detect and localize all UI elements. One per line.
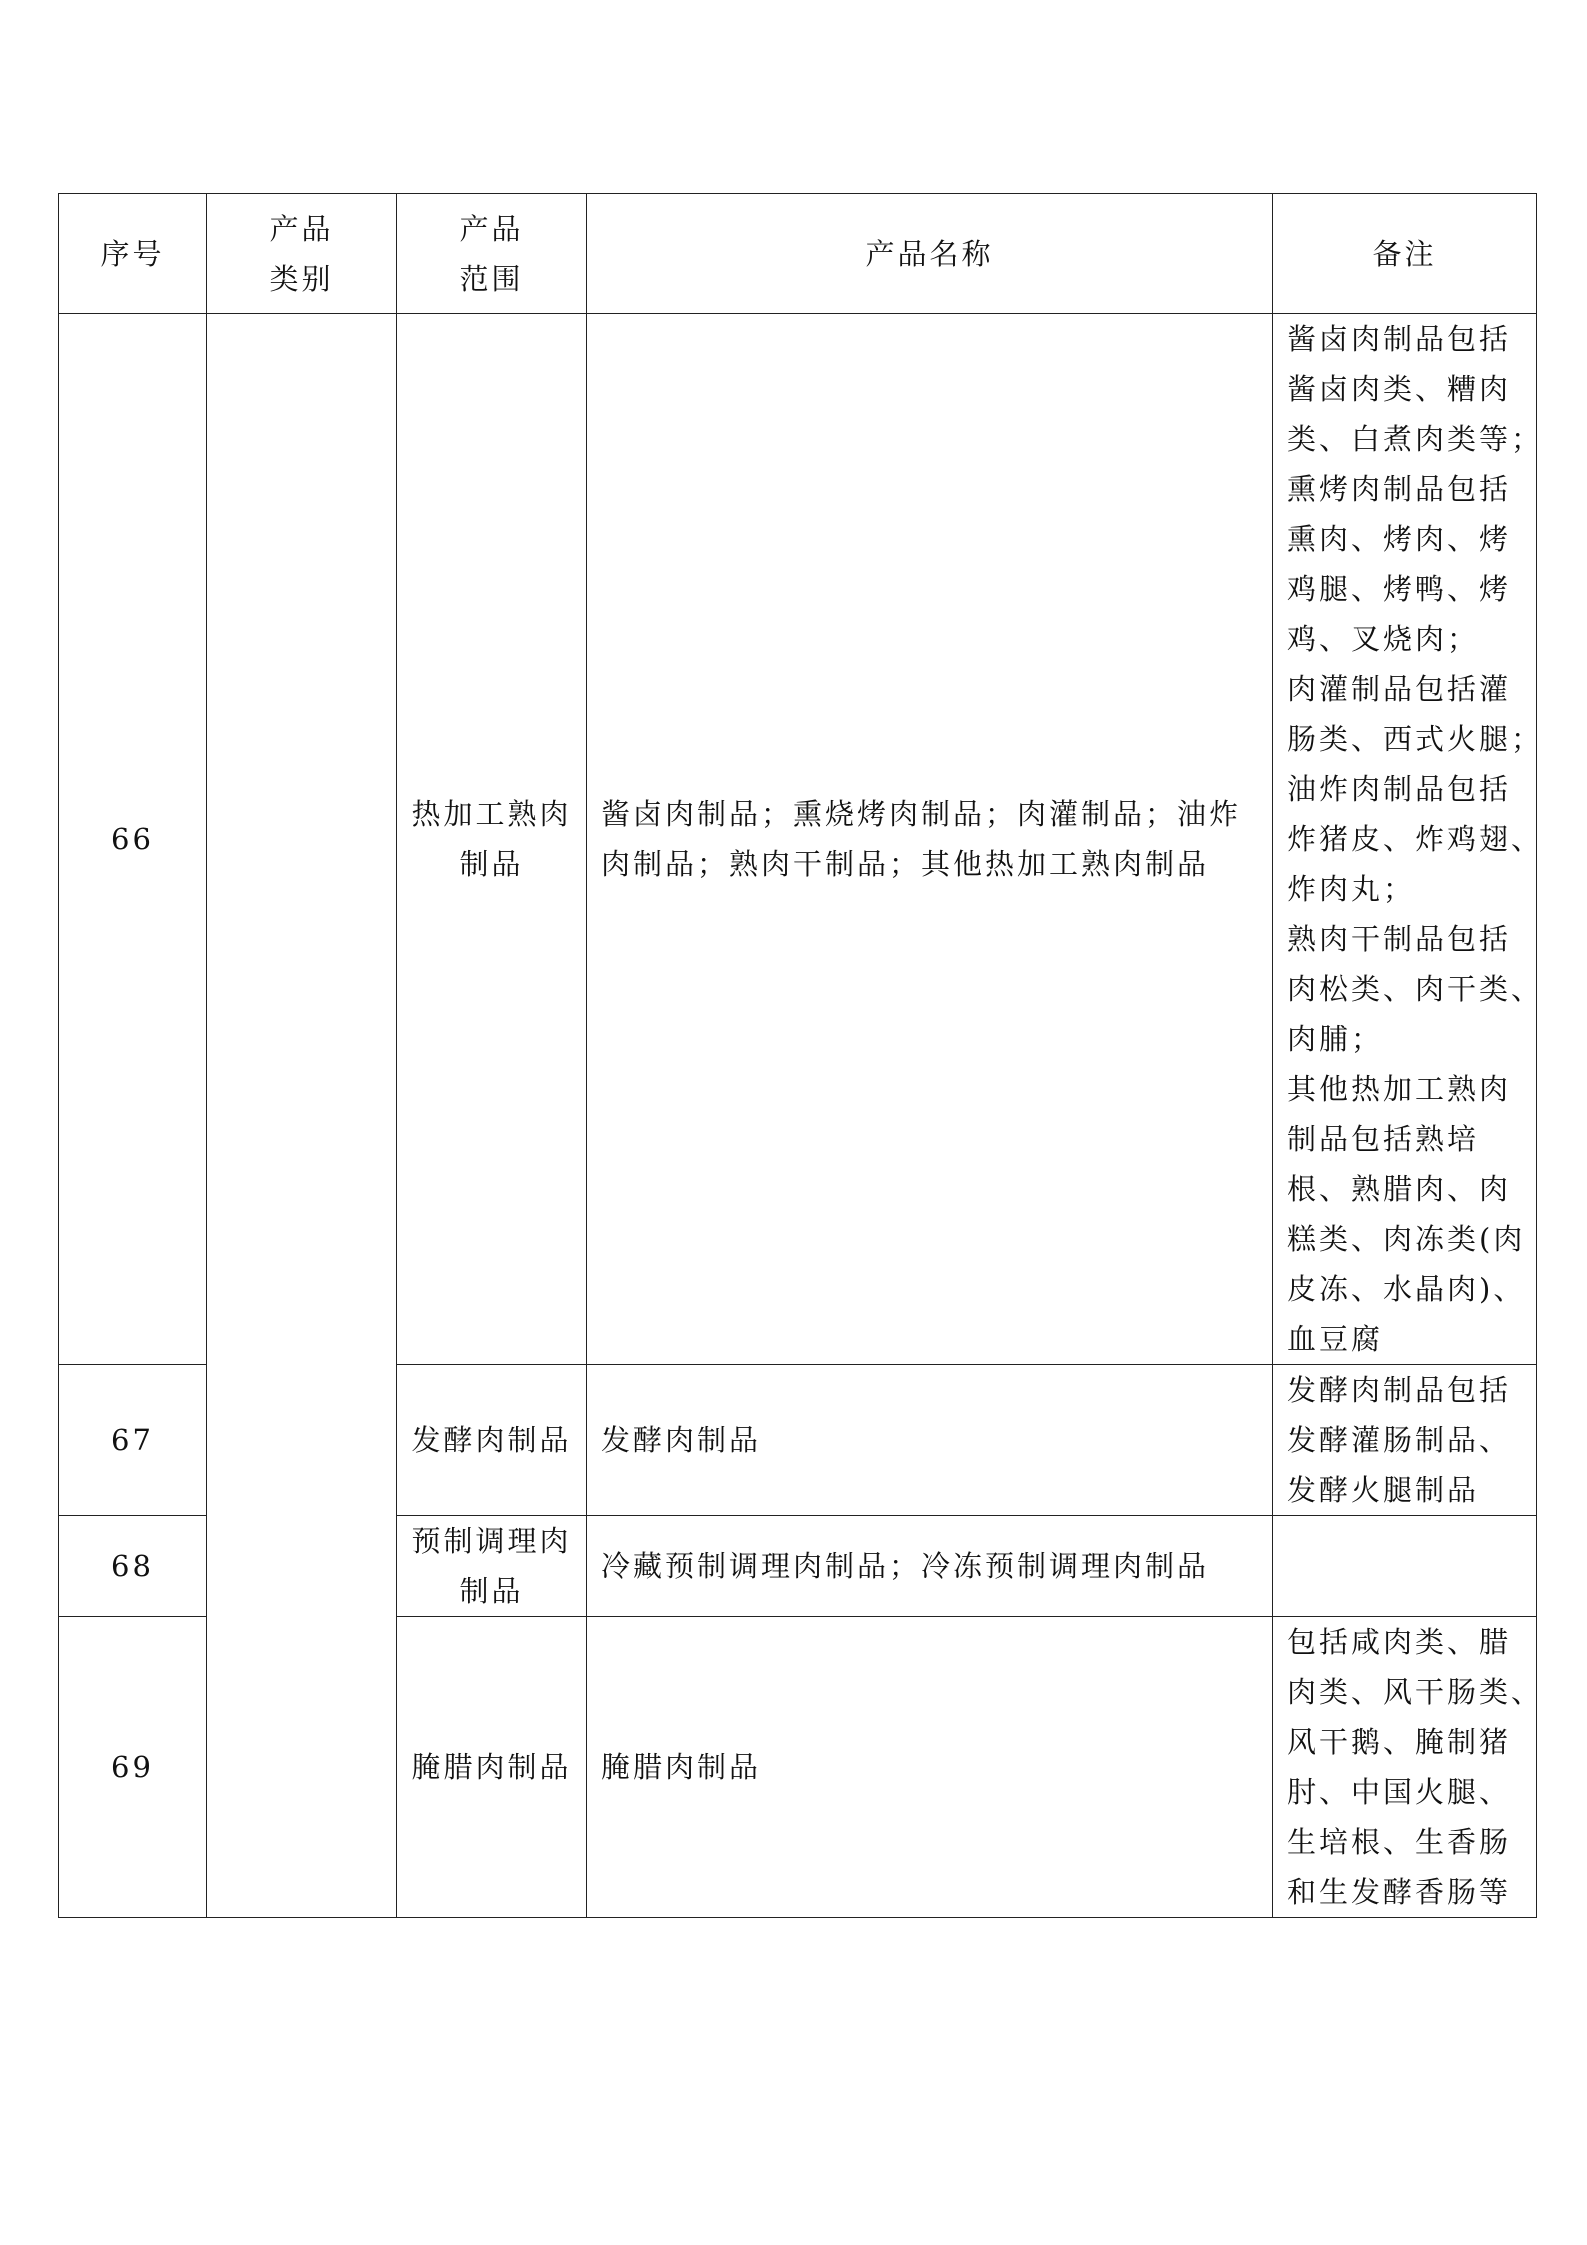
name-cell [587,1516,1273,1617]
scope-line: 发酵肉制品 [411,1423,572,1457]
header-scope [397,194,587,314]
remark-line: 鸡、叉烧肉； [1287,622,1480,656]
remark-line: 肉类、风干肠类、 [1287,1675,1544,1709]
name-line: 腌腊肉制品 [601,1750,762,1784]
remark-line: 肉松类、肉干类、 [1287,972,1544,1006]
seq-cell: 69 [59,1617,207,1918]
header-name: 产品名称 [587,194,1273,314]
header-category-line-2: 类别 [269,261,334,296]
remark-line: 熏肉、烤肉、烤 [1287,522,1512,556]
remark-line: 类、白煮肉类等； [1287,422,1544,456]
header-row [59,194,1537,314]
name-line: 肉制品；熟肉干制品；其他热加工熟肉制品 [601,847,1210,881]
remark-line: 发酵火腿制品 [1287,1473,1480,1507]
remark-line: 肘、中国火腿、 [1287,1775,1512,1809]
name-cell [587,1617,1273,1918]
table-row [59,314,1537,1365]
remark-line: 肠类、西式火腿； [1287,722,1544,756]
scope-line: 制品 [459,847,524,881]
remark-line: 肉灌制品包括灌 [1287,672,1512,706]
remark-cell [1273,1365,1537,1516]
seq-cell: 66 [59,314,207,1365]
remark-line: 酱卤肉制品包括 [1287,322,1512,356]
remark-line: 生培根、生香肠 [1287,1825,1512,1859]
header-category [207,194,397,314]
seq-cell: 67 [59,1365,207,1516]
remark-line: 炸猪皮、炸鸡翅、 [1287,822,1544,856]
seq-cell: 68 [59,1516,207,1617]
name-line: 冷藏预制调理肉制品；冷冻预制调理肉制品 [601,1549,1210,1583]
remark-line: 根、熟腊肉、肉 [1287,1172,1512,1206]
remark-cell [1273,1617,1544,1918]
remark-line: 包括咸肉类、腊 [1287,1625,1512,1659]
remark-line: 酱卤肉类、糟肉 [1287,372,1512,406]
scope-cell [397,1617,587,1918]
remark-line: 发酵灌肠制品、 [1287,1423,1512,1457]
remark-line: 油炸肉制品包括 [1287,772,1512,806]
product-table [58,193,1544,1918]
header-category-line-1: 产品 [269,211,334,246]
header-scope-line-1: 产品 [459,211,524,246]
remark-line: 和生发酵香肠等 [1287,1875,1512,1909]
scope-line: 预制调理肉 [411,1524,572,1558]
header-remark: 备注 [1273,194,1537,314]
scope-line: 制品 [459,1574,524,1608]
remark-line: 熟肉干制品包括 [1287,922,1512,956]
name-line: 发酵肉制品 [601,1423,762,1457]
remark-line: 皮冻、水晶肉)、 [1287,1272,1526,1306]
scope-cell [397,1365,587,1516]
scope-line: 热加工熟肉 [411,797,572,831]
scope-line: 腌腊肉制品 [411,1750,572,1784]
remark-line: 制品包括熟培 [1287,1122,1480,1156]
remark-line: 糕类、肉冻类(肉 [1287,1222,1526,1256]
remark-cell [1273,1516,1537,1617]
remark-cell [1273,314,1544,1365]
remark-line: 血豆腐 [1287,1322,1384,1356]
scope-cell [397,1516,587,1617]
remark-line: 炸肉丸； [1287,872,1416,906]
remark-line: 鸡腿、烤鸭、烤 [1287,572,1512,606]
remark-line: 熏烤肉制品包括 [1287,472,1512,506]
remark-line: 风干鹅、腌制猪 [1287,1725,1512,1759]
remark-line: 肉脯； [1287,1022,1384,1056]
remark-line: 其他热加工熟肉 [1287,1072,1512,1106]
name-cell [587,1365,1273,1516]
name-cell [587,314,1273,1365]
header-scope-line-2: 范围 [459,261,524,296]
scope-cell [397,314,587,1365]
remark-line: 发酵肉制品包括 [1287,1373,1512,1407]
header-seq: 序号 [59,194,207,314]
category-cell [207,314,397,1918]
name-line: 酱卤肉制品；熏烧烤肉制品；肉灌制品；油炸 [601,797,1242,831]
